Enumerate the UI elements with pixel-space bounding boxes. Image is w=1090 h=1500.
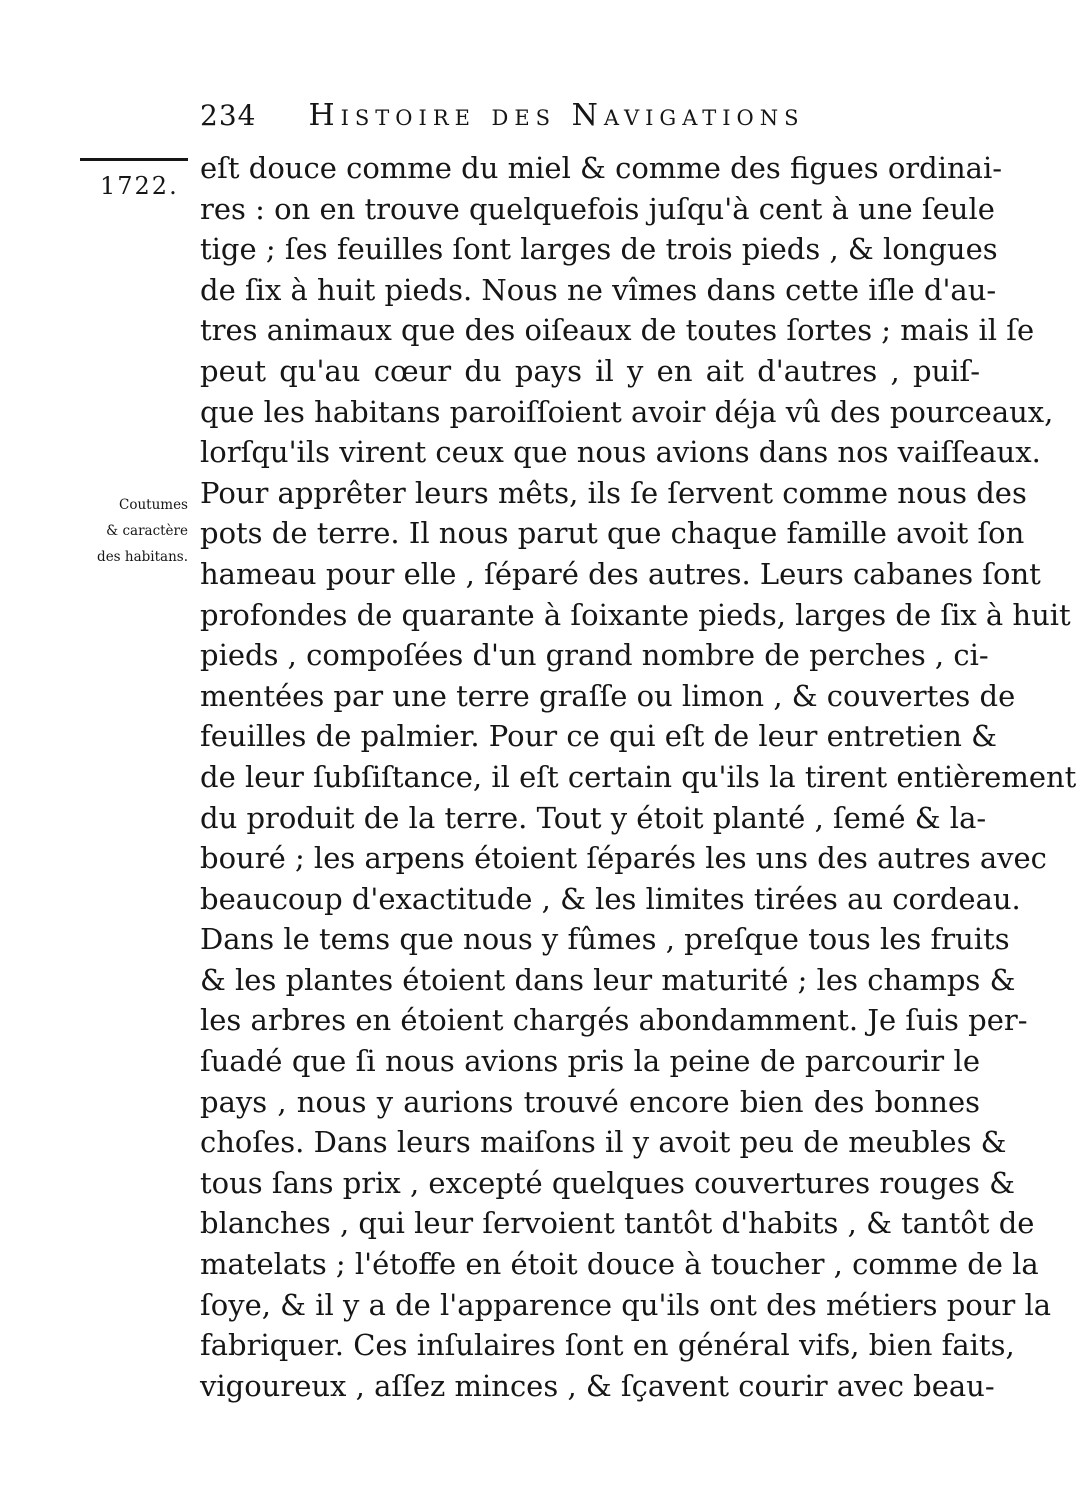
margin-year: 1722. [100, 172, 179, 200]
text-line: feuilles de palmier. Pour ce qui eſt de leur entretien & [200, 719, 997, 754]
text-line: Pour apprêter leurs mêts, ils ſe ſervent comme nous des [200, 475, 1027, 510]
text-line: Dans le tems que nous y fûmes , preſque tous les fruits [200, 922, 1010, 957]
text-line: res : on en trouve quelquefois juſqu'à cent à une ſeule [200, 191, 995, 226]
text-line: les arbres en étoient chargés abondamment. Je ſuis per- [200, 1003, 1028, 1038]
sidenote-line: des habitans. [97, 549, 188, 565]
text-line: bouré ; les arpens étoient ſéparés les uns des autres avec [200, 841, 1047, 876]
text-line: de ſix à huit pieds. Nous ne vîmes dans cette iſle d'au- [200, 272, 997, 307]
text-line: choſes. Dans leurs maiſons il y avoit peu de meubles & [200, 1125, 1007, 1160]
sidenote-line: Coutumes [119, 497, 188, 513]
text-line: que les habitans paroiſſoient avoir déja vû des pourceaux, [200, 394, 1054, 429]
margin-sidenote [66, 492, 188, 570]
text-line: pieds , compoſées d'un grand nombre de perches , ci- [200, 638, 989, 673]
text-line: beaucoup d'exactitude , & les limites tirées au cordeau. [200, 881, 1021, 916]
text-line: pays , nous y aurions trouvé encore bien des bonnes [200, 1084, 980, 1119]
text-line: & les plantes étoient dans leur maturité ; les champs & [200, 962, 1016, 997]
text-line: lorſqu'ils virent ceux que nous avions dans nos vaiſſeaux. [200, 435, 1041, 470]
text-line: blanches , qui leur ſervoient tantôt d'habits , & tantôt de [200, 1206, 1035, 1241]
text-line: ſoye, & il y a de l'apparence qu'ils ont des métiers pour la [200, 1287, 1052, 1322]
page-number: 234 [200, 99, 257, 132]
text-line: fabriquer. Ces inſulaires ſont en général vifs, bien faits, [200, 1328, 1015, 1363]
text-line: tres animaux que des oiſeaux de toutes ſortes ; mais il ſe [200, 313, 1035, 348]
sidenote-line: & caractère [106, 523, 188, 539]
text-line: vigoureux , aſſez minces , & ſçavent courir avec beau- [200, 1368, 995, 1403]
text-line: peut qu'au cœur du pays il y en ait d'autres , puiſ- [200, 353, 980, 388]
text-line: matelats ; l'étoffe en étoit douce à toucher , comme de la [200, 1247, 1039, 1282]
text-line: tous ſans prix , excepté quelques couvertures rouges & [200, 1165, 1015, 1200]
text-line: tige ; ſes feuilles ſont larges de trois pieds , & longues [200, 232, 998, 267]
text-line: mentées par une terre graſſe ou limon , & couvertes de [200, 678, 1016, 713]
margin-rule [80, 158, 188, 161]
text-line: du produit de la terre. Tout y étoit planté , ſemé & la- [200, 800, 987, 835]
text-line: profondes de quarante à ſoixante pieds, larges de ſix à huit [200, 597, 1071, 632]
page-header [200, 98, 890, 144]
text-line: hameau pour elle , ſéparé des autres. Leurs cabanes ſont [200, 556, 1041, 591]
text-line: de leur ſubſiſtance, il eſt certain qu'ils la tirent entièrement [200, 759, 1077, 794]
running-title: Histoire des Navigations [308, 98, 805, 133]
body-text [200, 148, 1077, 1406]
text-line: ſuadé que ſi nous avions pris la peine de parcourir le [200, 1044, 980, 1079]
text-line: eſt douce comme du miel & comme des figues ordinai- [200, 151, 1003, 185]
text-line: pots de terre. Il nous parut que chaque famille avoit ſon [200, 516, 1025, 551]
